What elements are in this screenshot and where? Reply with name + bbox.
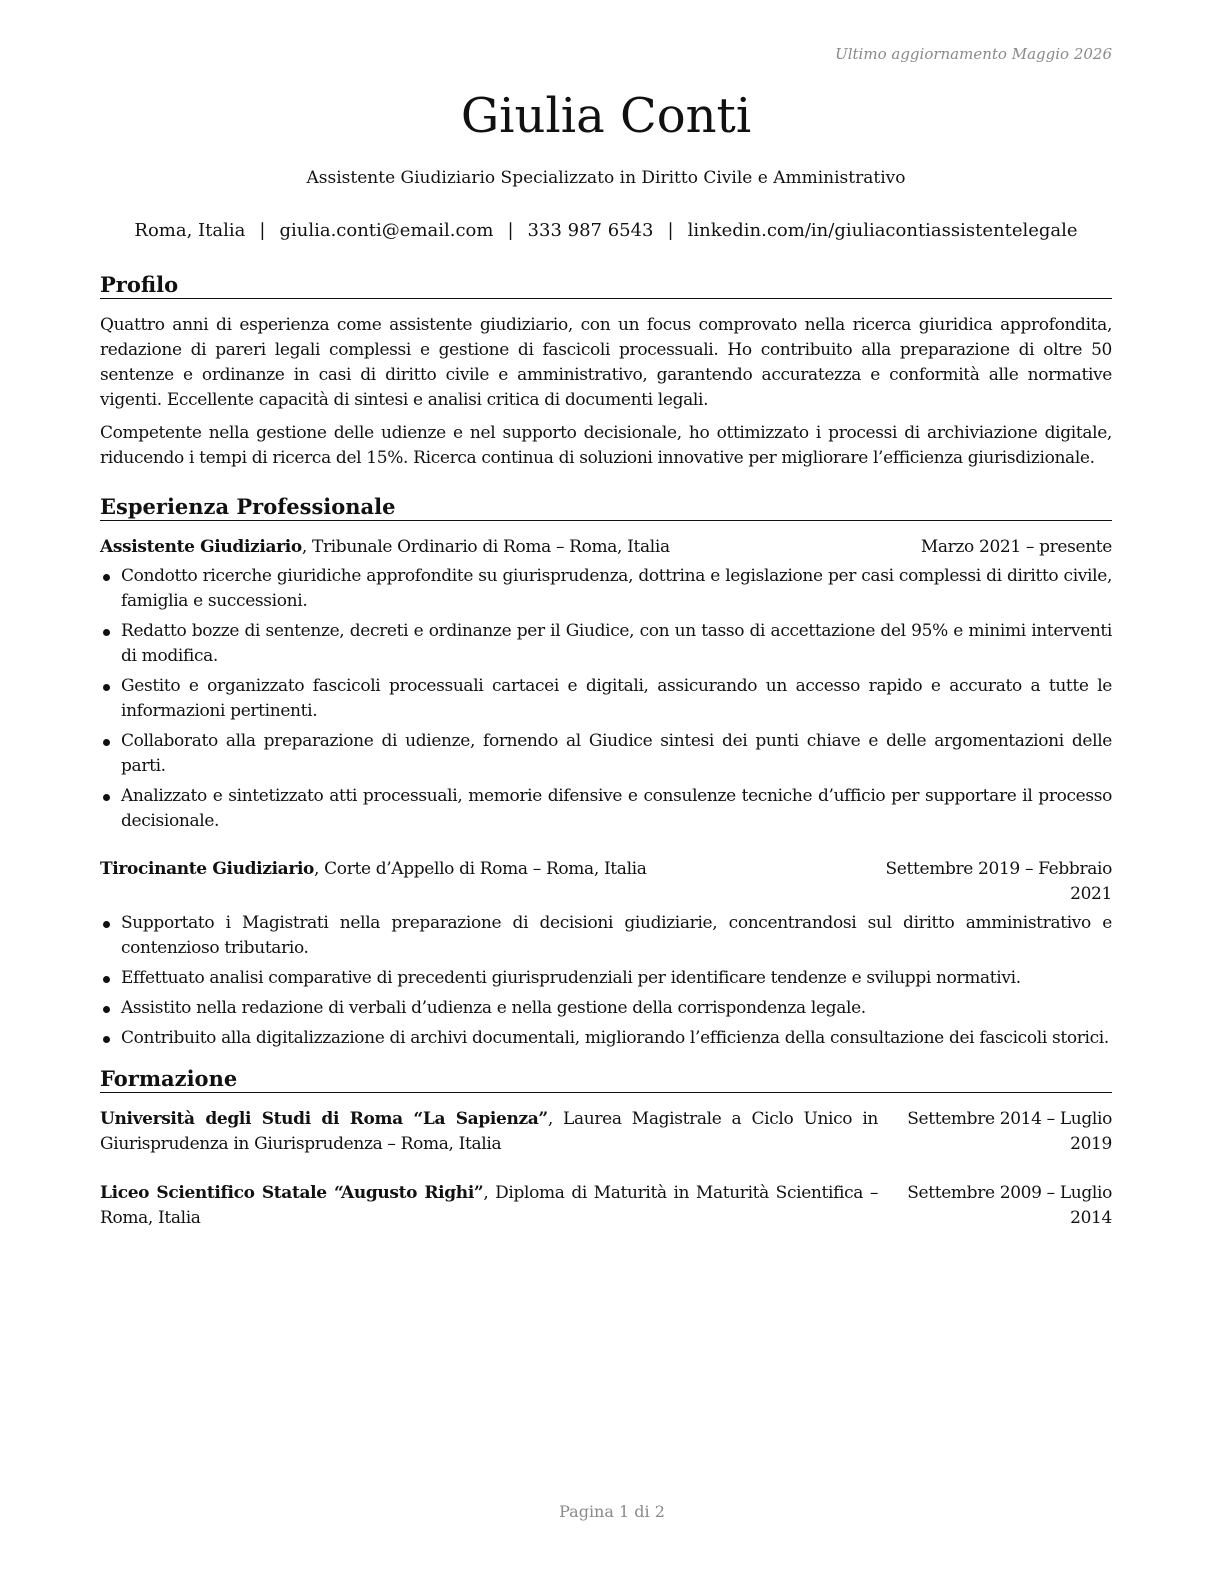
education-entry <box>100 1107 1112 1157</box>
job-role: Tirocinante Giudiziario <box>100 859 315 879</box>
education-school: Liceo Scientifico Statale “Augusto Righi” <box>100 1183 484 1203</box>
candidate-name: Giulia Conti <box>460 88 752 144</box>
contact-line <box>80 220 1132 241</box>
bullet-icon <box>103 794 110 801</box>
contact-separator: | <box>667 220 674 241</box>
education-entry <box>100 1181 1112 1231</box>
education-detail: , Laurea Magistrale a Ciclo Unico in Giurisprudenza in Giurisprudenza – Roma, Italia <box>100 1109 878 1154</box>
job-role: Assistente Giudiziario <box>100 537 302 557</box>
bullet-icon <box>103 976 110 983</box>
bullet-icon <box>103 1036 110 1043</box>
contact-separator: | <box>259 220 266 241</box>
list-item <box>100 619 1112 669</box>
contact-linkedin[interactable]: linkedin.com/in/giuliacontiassistentelegale <box>687 220 1078 241</box>
last-updated: Ultimo aggiornamento Maggio 2026 <box>835 45 1112 63</box>
contact-email[interactable]: giulia.conti@email.com <box>279 220 494 241</box>
contact-location: Roma, Italia <box>134 220 246 241</box>
section-title-education: Formazione <box>100 1066 1112 1093</box>
list-item <box>100 564 1112 614</box>
list-item <box>100 911 1112 961</box>
bullet-text: Redatto bozze di sentenze, decreti e ordinanze per il Giudice, con un tasso di accettazione del 95% e minimi interventi di modifica. <box>121 621 1112 666</box>
bullet-text: Assistito nella redazione di verbali d’udienza e nella gestione della corrispondenza legale. <box>121 998 866 1018</box>
bullet-text: Collaborato alla preparazione di udienze, fornendo al Giudice sintesi dei punti chiave e delle argomentazioni delle parti. <box>121 731 1112 776</box>
job-organization: , Tribunale Ordinario di Roma – Roma, Italia <box>301 537 670 557</box>
job-bullets <box>100 911 1112 1051</box>
bullet-text: Supportato i Magistrati nella preparazione di decisioni giudiziarie, concentrandosi sul diritto amministrativo e contenzioso tributario. <box>121 913 1112 958</box>
bullet-text: Effettuato analisi comparative di precedenti giurisprudenziali per identificare tendenze e sviluppi normativi. <box>121 968 1021 988</box>
bullet-icon <box>103 1006 110 1013</box>
section-title-experience: Esperienza Professionale <box>100 494 1112 521</box>
job-organization: , Corte d’Appello di Roma – Roma, Italia <box>314 859 647 879</box>
contact-phone[interactable]: 333 987 6543 <box>527 220 654 241</box>
bullet-icon <box>103 574 110 581</box>
job-dates: Marzo 2021 – presente <box>920 537 1112 557</box>
resume-content <box>100 272 1112 1255</box>
profile-paragraph: Competente nella gestione delle udienze e nel supporto decisionale, ho ottimizzato i processi di archiviazione digitale, riducendo i tempi di ricerca del 15%. Ricerca continua di soluzioni innovative per migliorare l’efficienza giurisdizionale. <box>100 423 1112 468</box>
bullet-text: Contribuito alla digitalizzazione di archivi documentali, migliorando l’efficienza della consultazione dei fascicoli storici. <box>121 1028 1109 1048</box>
list-item <box>100 784 1112 834</box>
section-title-profile: Profilo <box>100 272 1112 299</box>
bullet-icon <box>103 739 110 746</box>
bullet-text: Analizzato e sintetizzato atti processuali, memorie difensive e consulenze tecniche d’ufficio per supportare il processo decisionale. <box>121 786 1112 831</box>
bullet-icon <box>103 629 110 636</box>
job-dates: Settembre 2019 – Febbraio 2021 <box>885 859 1112 904</box>
list-item <box>100 996 1112 1021</box>
bullet-icon <box>103 684 110 691</box>
job-header <box>100 857 1112 907</box>
bullet-text: Gestito e organizzato fascicoli processuali cartacei e digitali, assicurando un accesso rapido e accurato a tutte le informazioni pertinenti. <box>121 676 1112 721</box>
education-detail: , Diploma di Maturità in Maturità Scientifica – Roma, Italia <box>100 1183 878 1228</box>
education-dates: Settembre 2009 – Luglio 2014 <box>907 1183 1112 1228</box>
page-number: Pagina 1 di 2 <box>559 1502 665 1521</box>
list-item <box>100 674 1112 724</box>
bullet-text: Condotto ricerche giuridiche approfondite su giurisprudenza, dottrina e legislazione per casi complessi di diritto civile, famiglia e successioni. <box>121 566 1112 611</box>
list-item <box>100 729 1112 779</box>
list-item <box>100 966 1112 991</box>
profile-paragraph: Quattro anni di esperienza come assistente giudiziario, con un focus comprovato nella ricerca giuridica approfondita, redazione di pareri legali complessi e gestione di fascicoli processuali. Ho contribuito alla preparazione di oltre 50 sentenze e ordinanze in casi di diritto civile e amministrativo, garantendo accuratezza e conformità alle normative vigenti. Eccellente capacità di sintesi e analisi critica di documenti legali. <box>100 315 1112 410</box>
education-dates: Settembre 2014 – Luglio 2019 <box>907 1109 1112 1154</box>
list-item <box>100 1026 1112 1051</box>
education-school: Università degli Studi di Roma “La Sapienza” <box>100 1109 548 1129</box>
job-header <box>100 535 1112 560</box>
contact-separator: | <box>507 220 514 241</box>
bullet-icon <box>103 921 110 928</box>
candidate-subtitle: Assistente Giudiziario Specializzato in Diritto Civile e Amministrativo <box>306 168 906 188</box>
job-bullets <box>100 564 1112 834</box>
